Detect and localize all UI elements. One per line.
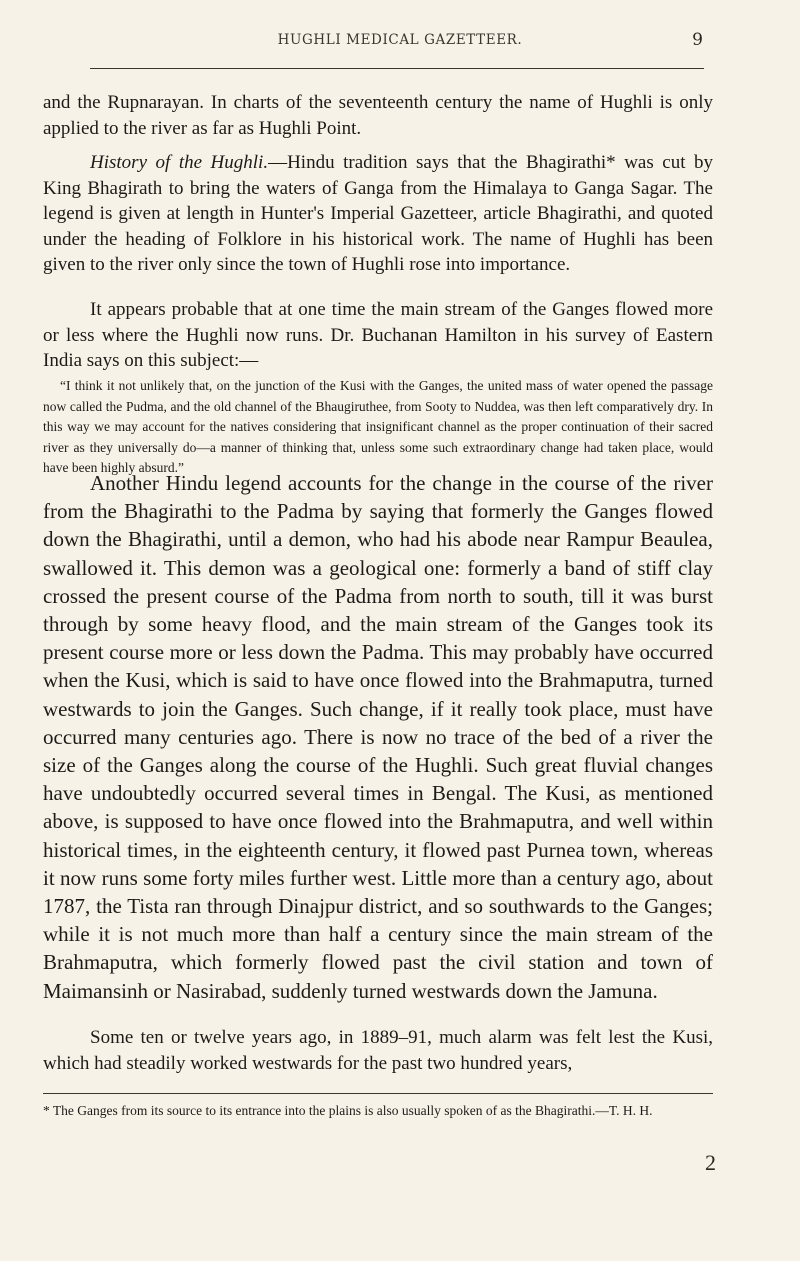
- footnote-rule: [43, 1093, 713, 1094]
- page-header: [0, 32, 800, 56]
- paragraph-3: It appears probable that at one time the main stream of the Ganges flowed more or less where the Hughli now runs. Dr. Buchanan Hamilton in his survey of Eastern India says on this subject:—: [43, 299, 713, 371]
- paragraph-5: Some ten or twelve years ago, in 1889–91, much alarm was felt lest the Kusi, which had steadily worked westwards for the past two hundred years,: [43, 1027, 713, 1074]
- section-heading: History of the Hughli.: [90, 152, 269, 173]
- page-number: 9: [692, 30, 703, 50]
- paragraph-2: [43, 150, 713, 278]
- footnote: * The Ganges from its source to its entrance into the plains is also usually spoken of as the Bhagirathi.—T. H. H.: [43, 1103, 653, 1118]
- paragraph-4: Another Hindu legend accounts for the change in the course of the river from the Bhagirathi to the Padma by saying that formerly the Ganges flowed down the Bhagirathi, until a demon, who had his abode near Rampur Beaulea, swallowed it. This demon was a geological one: formerly a band of stiff clay crossed the present course of the Padma from north to south, till it was burst through by some heavy flood, and the main stream of the Ganges took its present course more or less down the Padma. This may probably have occurred when the Kusi, which is said to have once flowed into the Brahmaputra, turned westwards to join the Ganges. Such change, if it really took place, must have occurred many centuries ago. There is now no trace of the bed of a river the size of the Ganges along the course of the Hughli. Such great fluvial changes have undoubtedly occurred several times in Bengal. The Kusi, as mentioned above, is supposed to have once flowed into the Brahmaputra, and well within historical times, in the eighteenth century, it flowed past Purnea town, whereas it now runs some forty miles further west. Little more than a century ago, about 1787, the Tista ran through Dinajpur district, and so southwards to the Ganges; while it is not much more than half a century since the main stream of the Brahmaputra, which formerly flowed past the civil station and town of Maimansinh or Nasirabad, suddenly turned westwards down the Jamuna.: [43, 471, 713, 1003]
- block-quote: “I think it not unlikely that, on the junction of the Kusi with the Ganges, the united mass of water opened the passage now called the Pudma, and the old channel of the Bhaugiruthee, from Sooty to Nuddea, was then left comparatively dry. In this way we may account for the natives considering that insignificant channel as the proper continuation of their sacred river as they universally do—a manner of thinking that, unless some such extraordinary change had taken place, would have been highly absurd.”: [43, 378, 713, 475]
- paragraph-2-body: —Hindu tradition says that the Bhagirathi* was cut by King Bhagirath to bring the waters of Ganga from the Himalaya to Ganga Sagar. The legend is given at length in Hunter's Imperial Gazetteer, article Bhagirathi, and quoted under the heading of Folklore in his historical work. The name of Hughli has been given to the river only since the town of Hughli rose into importance.: [43, 152, 713, 275]
- signature-mark: 2: [705, 1150, 716, 1175]
- paragraph-1: and the Rupnarayan. In charts of the seventeenth century the name of Hughli is only applied to the river as far as Hughli Point.: [43, 92, 713, 139]
- header-rule: [90, 68, 704, 69]
- running-head: HUGHLI MEDICAL GAZETTEER.: [277, 32, 523, 48]
